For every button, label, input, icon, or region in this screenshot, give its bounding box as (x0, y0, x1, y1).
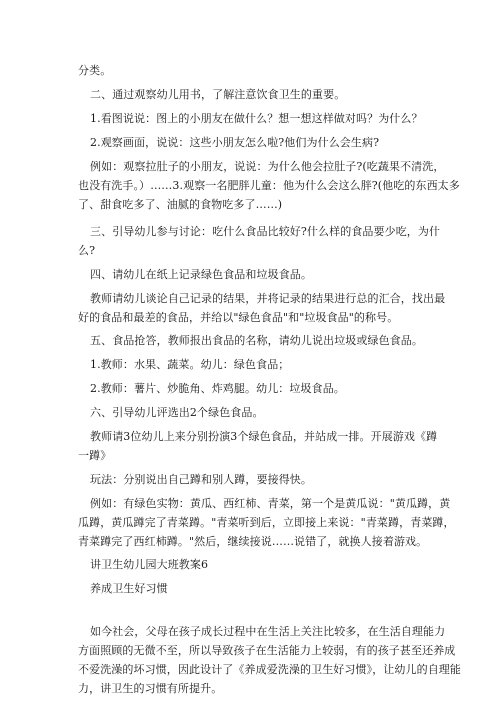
text-line: 2.教师：薯片、炒脆角、炸鸡腿。幼儿：垃圾食品。 (90, 382, 345, 395)
text-line: 不爱洗澡的坏习惯，因此设计了《养成爱洗澡的卫生好习惯》，让幼儿的自理能 (78, 663, 461, 676)
lesson-subtitle: 养成卫生好习惯 (90, 582, 168, 595)
section-heading: 二、通过观察幼儿用书，了解注意饮食卫生的重要。 (90, 88, 346, 101)
section-heading: 三、引导幼儿参与讨论：吃什么食品比较好?什么样的食品要少吃，为什 (90, 225, 441, 238)
section-heading: 五、食品抢答，教师报出食品的名称，请幼儿说出垃圾或绿色食品。 (90, 334, 423, 347)
text-line: 1.看图说说：图上的小朋友在做什么？想一想这样做对吗？为什么？ (90, 112, 423, 125)
text-line: 方面照顾的无微不至，所以导致孩子在生活能力上较弱，有的孩子甚至还养成 (78, 644, 456, 657)
text-line: 教师请幼儿谈论自己记录的结果，并将记录的结果进行总的汇合，找出最 (90, 292, 446, 305)
text-line: 也没有洗手。）……3.观察一名肥胖儿童：他为什么会这么胖?(他吃的东西太多 (78, 179, 460, 192)
text-line: 分类。 (78, 64, 112, 77)
lesson-title: 讲卫生幼儿园大班教案6 (90, 558, 209, 571)
text-line: 教师请3位幼儿上来分别扮演3个绿色食品，并站成一排。开展游戏《蹲 (90, 430, 438, 443)
text-line: 2.观察画面，说说：这些小朋友怎么啦?他们为什么会生病? (90, 136, 380, 149)
text-line: 了、甜食吃多了、油腻的食物吃多了……) (78, 198, 283, 211)
text-line: 例如：观察拉肚子的小朋友，说说：为什么他会拉肚子?(吃蔬果不清洗， (90, 160, 445, 173)
text-line: 青菜蹲完了西红柿蹲。"然后，继续接说……说错了，就换人接着游戏。 (78, 535, 428, 548)
text-line: 一蹲》 (78, 449, 112, 462)
text-line: 力，讲卫生的习惯有所提升。 (78, 682, 223, 695)
text-line: 好的食品和最差的食品，并给以"绿色食品"和"垃圾食品"的称号。 (78, 311, 399, 324)
text-line: 1.教师：水果、蔬菜。幼儿：绿色食品； (90, 358, 290, 371)
section-heading: 四、请幼儿在纸上记录绿色食品和垃圾食品。 (90, 268, 312, 281)
section-heading: 六、引导幼儿评选出2个绿色食品。 (90, 406, 264, 419)
text-line: 如今社会，父母在孩子成长过程中在生活上关注比较多，在生活自理能力 (90, 625, 446, 638)
text-line: 例如：有绿色实物：黄瓜、西红柿、青菜，第一个是黄瓜说："黄瓜蹲，黄 (90, 497, 451, 510)
text-line: 玩法：分别说出自己蹲和别人蹲，要接得快。 (90, 473, 312, 486)
text-line: 瓜蹲，黄瓜蹲完了青菜蹲。"青菜听到后，立即接上来说："青菜蹲，青菜蹲， (78, 516, 455, 529)
text-line: 么? (78, 244, 96, 257)
